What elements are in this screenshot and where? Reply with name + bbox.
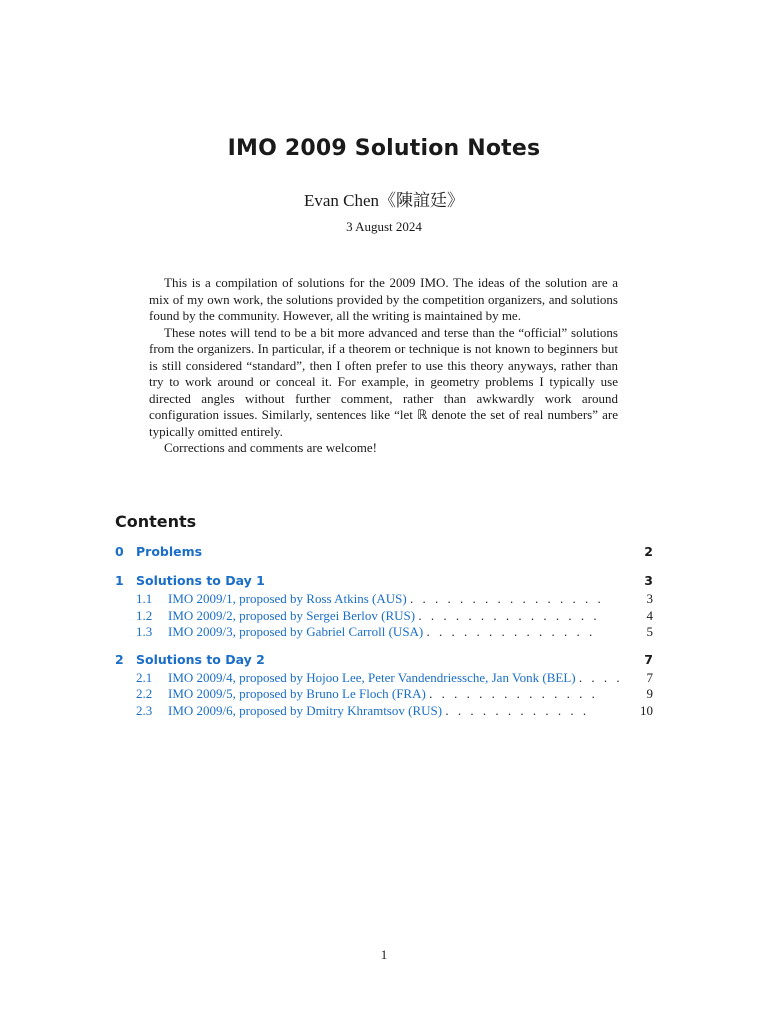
toc-section-day-1[interactable] [115,573,653,591]
abstract [149,275,618,457]
toc-subsection-1-2[interactable] [115,608,653,625]
toc-leader-dots: . . . . . . . . . . . . . . [429,686,598,701]
toc-section-day-2[interactable] [115,652,653,670]
toc-subsection-2-2[interactable] [115,686,653,703]
toc-subsection-number: 1.2 [136,607,153,623]
toc-page-number: 2 [644,544,653,559]
abstract-paragraph: Corrections and comments are welcome! [164,440,377,455]
page-number: 1 [380,947,388,962]
toc-subsection-number: 1.3 [136,624,153,639]
toc-section-number: 2 [115,651,124,667]
abstract-paragraph: This is a compilation of solutions for the 2009 IMO. The ideas of the solution are a mix of my own work, the solutions provided by the competition organizers, and solutions found by the community. However, all the writing is maintained by me. [149,275,618,323]
toc-section-number: 0 [115,544,124,559]
toc-subsection-2-3[interactable] [115,703,653,720]
toc-subsection-number: 1.1 [136,591,153,606]
toc-section-number: 1 [115,573,124,588]
toc-subsection-number: 2.1 [136,669,153,685]
contents-heading: Contents [115,512,197,531]
abstract-paragraph: These notes will tend to be a bit more advanced and terse than the “official” solutions from the organizers. In particular, if a theorem or technique is not known to beginners but is still considered “standard”, then I often prefer to use this theory anyways, rather than try to work around or conceal it. For example, in geometry problems I typically use directed angles without further comment, rather than awkwardly work around configuration issues. Similarly, sentences like “let ℝ denote the set of real numbers” are typically omitted entirely. [149,324,618,439]
toc-subsection-1-3[interactable] [115,624,653,641]
toc-subsection-number: 2.2 [136,686,153,701]
toc-leader-dots: . . . . [578,669,623,685]
toc-page-number: 7 [644,651,653,667]
toc-subsection-number: 2.3 [136,702,153,718]
toc-page-number: 10 [640,702,653,718]
document-title: IMO 2009 Solution Notes [227,136,541,161]
author-name: Evan Chen《陳誼廷》 [303,191,465,210]
toc-page-number: 7 [646,669,653,685]
toc-subsection-2-1[interactable] [115,670,653,687]
toc-page-number: 3 [646,591,653,606]
table-of-contents [115,544,653,719]
toc-page-number: 4 [646,607,653,623]
toc-section-problems[interactable] [115,544,653,562]
toc-page-number: 9 [646,686,653,701]
toc-leader-dots: . . . . . . . . . . . . . . [426,624,596,639]
toc-page-number: 5 [646,624,653,639]
document-date: 3 August 2024 [346,219,422,234]
toc-subsection-1-1[interactable] [115,591,653,608]
toc-leader-dots: . . . . . . . . . . . . [445,702,590,718]
toc-subsection-link[interactable]: IMO 2009/6, proposed by Dmitry Khramtsov (RUS) [168,702,443,718]
toc-subsection-link[interactable]: IMO 2009/5, proposed by Bruno Le Floch (FRA) [168,686,426,701]
toc-subsection-link[interactable]: IMO 2009/4, proposed by Hojoo Lee, Peter Vandendriessche, Jan Vonk (BEL) [168,669,576,685]
toc-leader-dots: . . . . . . . . . . . . . . . [418,607,600,623]
toc-subsection-link[interactable]: IMO 2009/3, proposed by Gabriel Carroll (USA) [168,624,424,639]
toc-section-link[interactable]: Solutions to Day 2 [136,651,265,667]
toc-subsection-link[interactable]: IMO 2009/1, proposed by Ross Atkins (AUS) [168,591,407,606]
toc-section-link[interactable]: Problems [136,544,203,559]
toc-leader-dots: . . . . . . . . . . . . . . . . [409,591,604,606]
toc-page-number: 3 [644,573,653,588]
toc-subsection-link[interactable]: IMO 2009/2, proposed by Sergei Berlov (RUS) [168,607,416,623]
toc-section-link[interactable]: Solutions to Day 1 [136,573,265,588]
